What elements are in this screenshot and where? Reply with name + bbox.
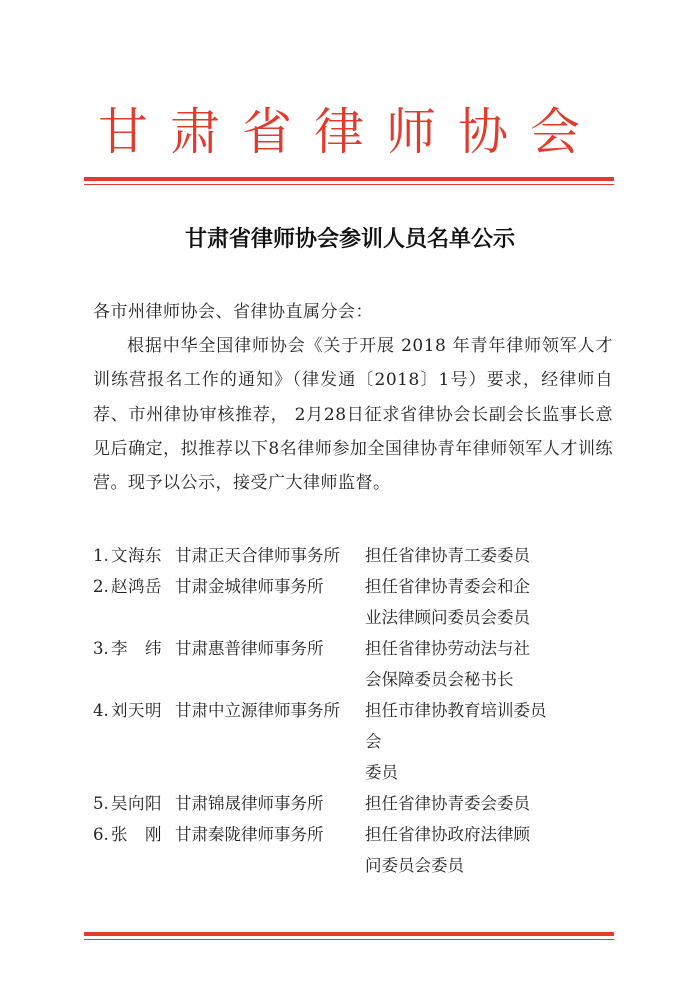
candidate-row (93, 540, 623, 571)
candidate-name: 张 刚 (111, 825, 162, 844)
candidate-row (93, 819, 623, 881)
document-title: 甘肃省律师协会参训人员名单公示 (184, 227, 515, 252)
candidate-list (93, 540, 623, 881)
footer-rule-thin (84, 939, 614, 940)
letterhead-rule-thick (84, 177, 614, 181)
salutation: 各市州律师协会、省律协直属分会： (93, 302, 373, 322)
candidate-number: 5. (93, 794, 109, 813)
candidate-name: 李 纬 (111, 639, 162, 658)
candidate-firm: 甘肃正天合律师事务所 (175, 546, 340, 565)
candidate-firm: 甘肃惠普律师事务所 (175, 639, 324, 658)
candidate-row (93, 695, 623, 788)
candidate-number: 1. (93, 546, 109, 565)
footer-rule-thick (84, 932, 614, 936)
candidate-role: 担任省律协青工委委员 (365, 546, 530, 565)
candidate-firm: 甘肃金城律师事务所 (175, 577, 324, 596)
candidate-role: 担任省律协青委会委员 (365, 794, 530, 813)
candidate-name: 吴向阳 (111, 794, 162, 813)
candidate-role: 担任省律协劳动法与社 会保障委员会秘书长 (365, 639, 530, 689)
candidate-name: 赵鸿岳 (111, 577, 162, 596)
candidate-number: 4. (93, 701, 109, 720)
candidate-firm: 甘肃秦陇律师事务所 (175, 825, 324, 844)
candidate-row (93, 633, 623, 695)
letterhead-org-name: 甘肃省律师协会 (98, 103, 602, 161)
candidate-number: 6. (93, 825, 109, 844)
candidate-role: 担任省律协政府法律顾 问委员会委员 (365, 825, 530, 875)
body-paragraph: 根据中华全国律师协会《关于开展 2018 年青年律师领军人才训练营报名工作的通知》（律发通〔2018〕1号）要求，经律师自荐、市州律协审核推荐， 2月28日征求省律协会长副会长监事长意见后确定，拟推荐以下8名律师参加全国律协青年律师领军人才训练营。现予以公示，接受广大律师监督。 (93, 336, 613, 494)
candidate-role: 担任市律协教育培训委员会 委员 (365, 701, 547, 782)
candidate-firm: 甘肃锦晟律师事务所 (175, 794, 324, 813)
candidate-name: 刘天明 (111, 701, 162, 720)
candidate-role: 担任省律协青委会和企 业法律顾问委员会委员 (365, 577, 530, 627)
candidate-row (93, 788, 623, 819)
letterhead-rule-thin (84, 184, 614, 185)
candidate-name: 文海东 (111, 546, 162, 565)
candidate-row (93, 571, 623, 633)
candidate-firm: 甘肃中立源律师事务所 (175, 701, 340, 720)
candidate-number: 2. (93, 577, 109, 596)
candidate-number: 3. (93, 639, 109, 658)
